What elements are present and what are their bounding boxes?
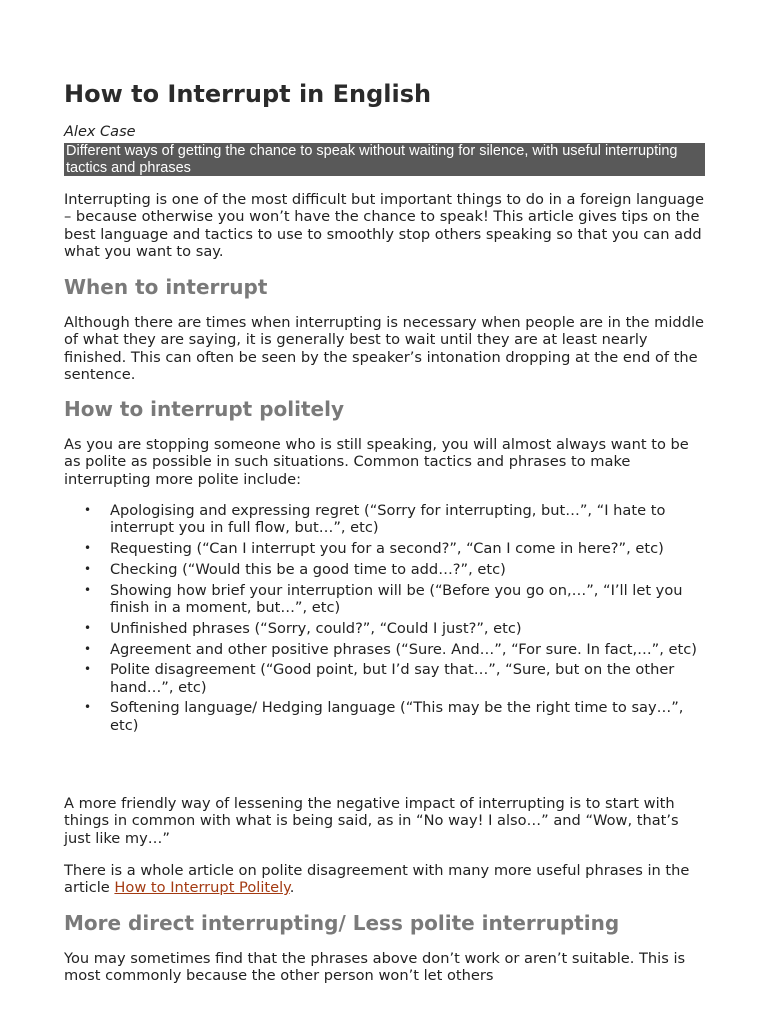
heading-when-to-interrupt: When to interrupt bbox=[64, 275, 268, 299]
article-summary: Different ways of getting the chance to speak without waiting for silence, with useful interrupting tactics and phrases bbox=[64, 143, 705, 176]
intro-paragraph: Interrupting is one of the most difficult but important things to do in a foreign language – because otherwise you won’t have the chance to speak! This article gives tips on the best language and tactics to use to smoothly stop others speaking so that you can add what you want to say. bbox=[64, 191, 704, 260]
list-item: • Apologising and expressing regret (“Sorry for interrupting, but…”, “I hate to interrupt you in full flow, but…”, etc) bbox=[84, 502, 666, 537]
list-item: • Requesting (“Can I interrupt you for a second?”, “Can I come in here?”, etc) bbox=[84, 540, 664, 558]
list-item: • Unfinished phrases (“Sorry, could?”, “Could I just?”, etc) bbox=[84, 619, 522, 637]
bullet-icon: • bbox=[84, 620, 92, 635]
direct-interrupting-paragraph: You may sometimes find that the phrases above don’t work or aren’t suitable. This is most commonly because the other person won’t let others bbox=[64, 950, 686, 985]
how-to-interrupt-politely-link[interactable]: How to Interrupt Politely bbox=[114, 879, 290, 897]
list-item: • Softening language/ Hedging language (“This may be the right time to say…”, etc) bbox=[84, 699, 684, 734]
list-item: • Showing how brief your interruption will be (“Before you go on,…”, “I’ll let you finish in a moment, but…”, etc) bbox=[84, 581, 683, 616]
related-article-paragraph: There is a whole article on polite disagreement with many more useful phrases in the article How to Interrupt Politely. bbox=[64, 862, 690, 897]
bullet-icon: • bbox=[84, 561, 92, 576]
list-item: • Checking (“Would this be a good time to add…?”, etc) bbox=[84, 560, 506, 578]
bullet-icon: • bbox=[84, 700, 92, 715]
heading-more-direct-interrupting: More direct interrupting/ Less polite interrupting bbox=[64, 911, 620, 935]
bullet-icon: • bbox=[84, 541, 92, 556]
bullet-icon: • bbox=[84, 662, 92, 677]
bullet-icon: • bbox=[84, 503, 92, 517]
article-title: How to Interrupt in English bbox=[64, 80, 432, 108]
list-item: • Agreement and other positive phrases (“Sure. And…”, “For sure. In fact,…”, etc) bbox=[84, 640, 697, 658]
polite-tactics-list bbox=[64, 502, 704, 738]
friendly-interrupting-paragraph: A more friendly way of lessening the negative impact of interrupting is to start with things in common with what is being said, as in “No way! I also…” and “Wow, that’s just like my…” bbox=[64, 795, 679, 847]
bullet-icon: • bbox=[84, 641, 92, 656]
when-to-interrupt-paragraph: Although there are times when interrupting is necessary when people are in the middle of what they are saying, it is generally best to wait until they are at least nearly finished. This can often be seen by the speaker’s intonation dropping at the end of the sentence. bbox=[64, 314, 704, 383]
heading-how-to-interrupt-politely: How to interrupt politely bbox=[64, 397, 344, 421]
list-item: • Polite disagreement (“Good point, but I’d say that…”, “Sure, but on the other hand…”, etc) bbox=[84, 661, 675, 696]
author-name: Alex Case bbox=[64, 124, 136, 140]
bullet-icon: • bbox=[84, 582, 92, 597]
polite-intro-paragraph: As you are stopping someone who is still speaking, you will almost always want to be as polite as possible in such situations. Common tactics and phrases to make interrupting more polite include: bbox=[64, 436, 689, 488]
